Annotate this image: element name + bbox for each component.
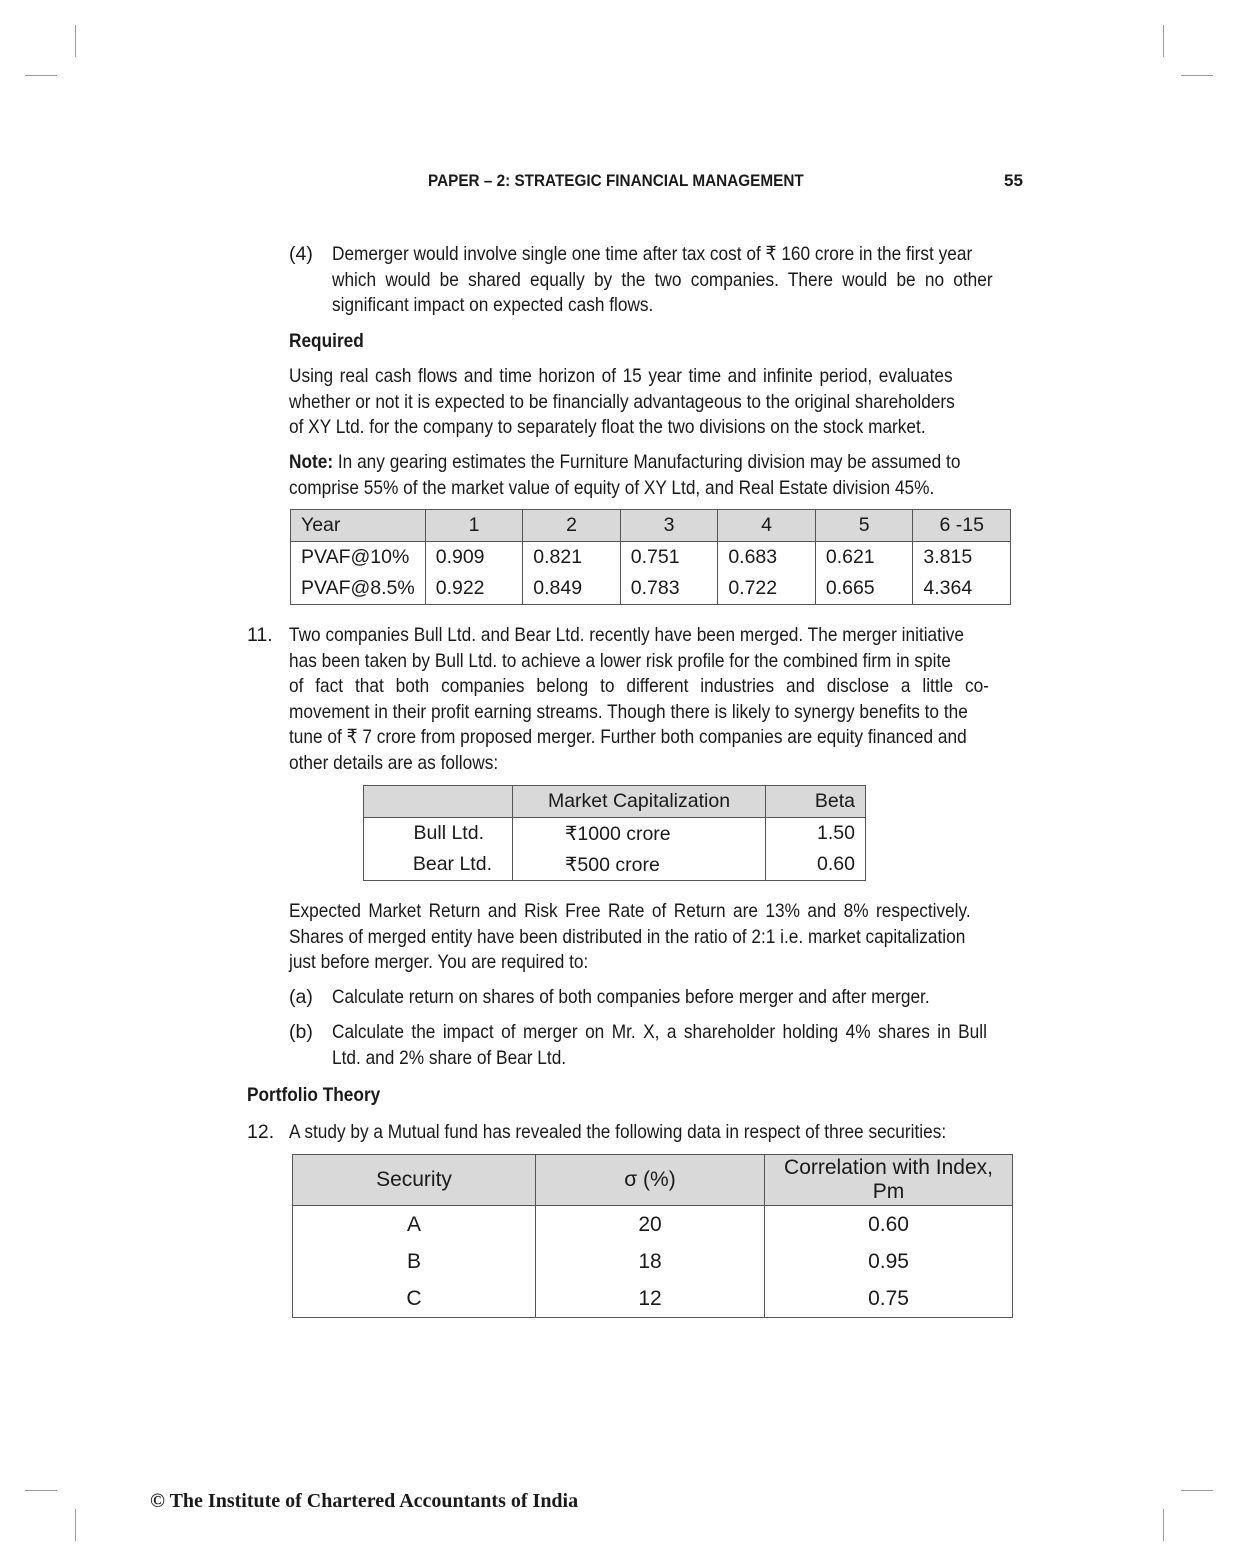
crop-mark <box>75 25 76 57</box>
page-header <box>428 171 964 191</box>
crop-mark <box>25 75 57 76</box>
table-header-row <box>293 1155 1013 1206</box>
question-11-number: 11. <box>247 624 273 646</box>
table-header-cell: 6 -15 <box>913 510 1011 542</box>
item-4-line: Demerger would involve single one time after tax cost of ₹ 160 crore in the first year <box>332 243 973 265</box>
note-line <box>289 450 960 476</box>
table-cell: 0.722 <box>718 573 816 605</box>
table-cell: 4.364 <box>913 573 1011 605</box>
table-header-cell: Year <box>291 510 426 542</box>
table-row <box>364 818 866 850</box>
table-cell: 0.60 <box>766 849 866 881</box>
item-4-marker: (4) <box>289 243 313 265</box>
sub-b-body <box>332 1020 1072 1071</box>
table-cell: B <box>293 1243 536 1280</box>
table-row <box>291 542 1011 574</box>
table-header-cell: 5 <box>815 510 913 542</box>
question-12-number: 12. <box>247 1121 275 1143</box>
table-header-cell: Market Capitalization <box>513 786 766 818</box>
table-cell: C <box>293 1280 536 1318</box>
table-cell: 0.783 <box>620 573 718 605</box>
table-header-cell <box>364 786 513 818</box>
item-4-line: significant impact on expected cash flows. <box>332 294 654 316</box>
crop-mark <box>1163 25 1164 57</box>
sub-a-text: Calculate return on shares of both companies before merger and after merger. <box>332 986 930 1008</box>
table-cell: 20 <box>536 1206 765 1244</box>
crop-mark <box>1181 1490 1213 1491</box>
table-cell: 0.665 <box>815 573 913 605</box>
table-header-cell: 2 <box>523 510 621 542</box>
table-cell: 0.75 <box>765 1280 1013 1318</box>
question-11-line: has been taken by Bull Ltd. to achieve a lower risk profile for the combined firm in spite <box>289 649 951 672</box>
page-number: 55 <box>1004 171 1023 190</box>
table-row <box>291 573 1011 605</box>
question-12-text: A study by a Mutual fund has revealed the following data in respect of three securities: <box>289 1121 947 1143</box>
table-cell: Bear Ltd. <box>364 849 513 881</box>
table-cell: 0.621 <box>815 542 913 574</box>
sub-a-marker: (a) <box>289 986 313 1008</box>
table-header-cell: 1 <box>425 510 523 542</box>
table-header-cell: Beta <box>766 786 866 818</box>
table-cell: 0.95 <box>765 1243 1013 1280</box>
table-cell: 0.849 <box>523 573 621 605</box>
table-row <box>293 1243 1013 1280</box>
table-header-cell: Correlation with Index, Pm <box>765 1155 1013 1206</box>
table-row <box>293 1280 1013 1318</box>
question-11-line: movement in their profit earning streams. Though there is likely to synergy benefits to the <box>289 700 968 723</box>
item-4-body <box>332 242 1112 319</box>
question-11-line: of fact that both companies belong to different industries and disclose a little co- <box>289 675 989 697</box>
paragraph-line: just before merger. You are required to: <box>289 951 589 973</box>
table-row <box>293 1206 1013 1244</box>
table-cell: ₹500 crore <box>513 849 766 881</box>
question-11-line: tune of ₹ 7 crore from proposed merger. Further both companies are equity financed and <box>289 726 967 748</box>
table-cell: PVAF@10% <box>291 542 426 574</box>
table-cell: 0.909 <box>425 542 523 574</box>
note-paragraph <box>289 450 1048 501</box>
sub-b-line: Ltd. and 2% share of Bear Ltd. <box>332 1046 567 1069</box>
table-header-cell: 4 <box>718 510 816 542</box>
question-11-body <box>289 623 1080 776</box>
page-footer: © The Institute of Chartered Accountants of India <box>150 1490 579 1512</box>
required-line: of XY Ltd. for the company to separately float the two divisions on the stock market. <box>289 416 926 438</box>
paragraph-line: Shares of merged entity have been distributed in the ratio of 2:1 i.e. market capitalization <box>289 925 966 948</box>
table-cell: 0.751 <box>620 542 718 574</box>
table-header-cell: 3 <box>620 510 718 542</box>
table-header-row <box>364 786 866 818</box>
table-cell: 1.50 <box>766 818 866 850</box>
table-header-row <box>291 510 1011 542</box>
table-cell: 0.683 <box>718 542 816 574</box>
crop-mark <box>75 1509 76 1541</box>
table-cell: 12 <box>536 1280 765 1318</box>
table-cell: PVAF@8.5% <box>291 573 426 605</box>
required-body <box>289 364 1041 441</box>
question-11-line: other details are as follows: <box>289 751 499 774</box>
section-heading: Portfolio Theory <box>247 1084 381 1106</box>
required-heading: Required <box>289 330 364 352</box>
note-label: Note: <box>289 451 334 473</box>
question-11-paragraph-2 <box>289 899 1059 976</box>
table-cell: 0.821 <box>523 542 621 574</box>
market-cap-table <box>363 785 866 881</box>
table-cell: 0.60 <box>765 1206 1013 1244</box>
table-header-cell: Security <box>293 1155 536 1206</box>
question-11-line: Two companies Bull Ltd. and Bear Ltd. recently have been merged. The merger initiative <box>289 624 965 646</box>
table-cell: 3.815 <box>913 542 1011 574</box>
table-header-cell: σ (%) <box>536 1155 765 1206</box>
table-row <box>364 849 866 881</box>
table-cell: 0.922 <box>425 573 523 605</box>
paragraph-line: Expected Market Return and Risk Free Rate of Return are 13% and 8% respectively. <box>289 900 971 922</box>
sub-b-marker: (b) <box>289 1021 313 1043</box>
crop-mark <box>1181 75 1213 76</box>
securities-table <box>292 1154 1013 1318</box>
table-cell: Bull Ltd. <box>364 818 513 850</box>
item-4-line: which would be shared equally by the two companies. There would be no other <box>332 268 993 291</box>
required-line: whether or not it is expected to be financially advantageous to the original shareholders <box>289 390 955 413</box>
note-text: In any gearing estimates the Furniture Manufacturing division may be assumed to <box>333 451 961 473</box>
sub-b-line: Calculate the impact of merger on Mr. X, a shareholder holding 4% shares in Bull <box>332 1021 987 1043</box>
crop-mark <box>1163 1509 1164 1541</box>
table-cell: 18 <box>536 1243 765 1280</box>
required-line: Using real cash flows and time horizon of 15 year time and infinite period, evaluates <box>289 365 953 387</box>
crop-mark <box>25 1490 57 1491</box>
table-cell: ₹1000 crore <box>513 818 766 850</box>
note-line: comprise 55% of the market value of equity of XY Ltd, and Real Estate division 45%. <box>289 476 935 499</box>
paper-title: PAPER – 2: STRATEGIC FINANCIAL MANAGEMENT <box>428 171 804 190</box>
table-cell: A <box>293 1206 536 1244</box>
pvaf-table <box>290 509 1011 605</box>
